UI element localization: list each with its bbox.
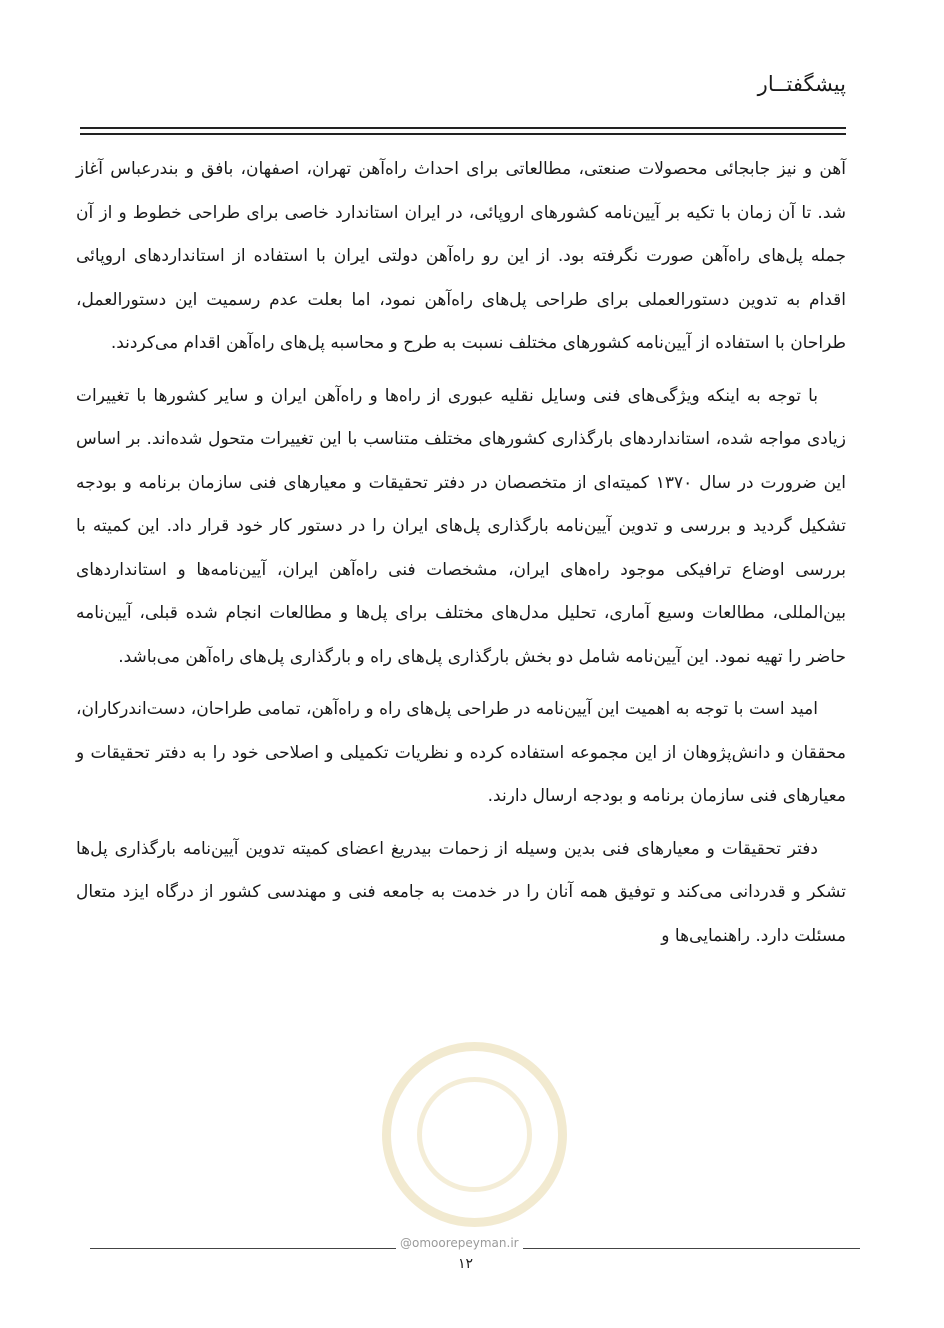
watermark-text: @omoorepeyman.ir (396, 1236, 523, 1250)
page-number: ۱۲ (458, 1256, 474, 1272)
paragraph-2: با توجه به اینکه ویژگی‌های فنی وسایل نقلیه عبوری از راه‌ها و راه‌آهن ایران و سایر کشورها با تغییرات زیادی مواجه شده، استانداردهای بارگذاری کشورهای مختلف متناسب با این تغییرات متحول شده‌اند. بر اساس این ضرورت در سال ۱۳۷۰ کمیته‌ای از متخصصان در دفتر تحقیقات و معیارهای فنی سازمان برنامه و بودجه تشکیل گردید و بررسی و تدوین آیین‌نامه بارگذاری پل‌های ایران را در دستور کار خود قرار داد. این کمیته با بررسی اوضاع ترافیکی موجود راه‌های ایران، مشخصات فنی راه‌آهن ایران، آیین‌نامه‌ها و استانداردهای بین‌المللی، مطالعات وسیع آماری، تحلیل مدل‌های مختلف برای پل‌ها و مطالعات انجام شده قبلی، آیین‌نامه حاضر را تهیه نمود. این آیین‌نامه شامل دو بخش بارگذاری پل‌های راه و بارگذاری پل‌های راه‌آهن می‌باشد. (76, 385, 846, 667)
running-header: پیشگفتــار (757, 72, 846, 96)
body-text (76, 148, 846, 967)
seal-inner-ring (417, 1077, 532, 1192)
paragraph-3: امید است با توجه به اهمیت این آیین‌نامه در طراحی پل‌های راه و راه‌آهن، تمامی طراحان، دست‌اندرکاران، محققان و دانش‌پژوهان از این مجموعه استفاده کرده و نظریات تکمیلی و اصلاحی خود را به دفتر تحقیقات و معیارهای فنی سازمان برنامه و بودجه ارسال دارند. (76, 699, 846, 806)
paragraph-4: دفتر تحقیقات و معیارهای فنی بدین وسیله از زحمات بیدریغ اعضای کمیته تدوین آیین‌نامه بارگذاری پل‌ها تشکر و قدردانی می‌کند و توفیق همه آنان را در خدمت به جامعه فنی و مهندسی کشور از درگاه ایزد متعال مسئلت دارد. راهنمایی‌ها و (76, 838, 846, 946)
header-rule-top (80, 127, 846, 129)
header-rule-bottom (80, 133, 846, 135)
seal-stamp-icon (382, 1042, 567, 1227)
paragraph-1: آهن و نیز جابجائی محصولات صنعتی، مطالعاتی برای احداث راه‌آهن تهران، اصفهان، بافق و بندرعباس آغاز شد. تا آن زمان با تکیه بر آیین‌نامه کشورهای اروپائی، در ایران استاندارد خاصی برای طراحی خطوط و از آن جمله پل‌های راه‌آهن صورت نگرفته بود. از این رو راه‌آهن دولتی ایران با استفاده از استانداردهای اروپائی اقدام به تدوین دستورالعملی برای طراحی پل‌های راه‌آهن نمود، اما بعلت عدم رسمیت این دستورالعمل، طراحان با استفاده از آیین‌نامه کشورهای مختلف نسبت به طرح و محاسبه پل‌های راه‌آهن اقدام می‌کردند. (76, 159, 846, 353)
